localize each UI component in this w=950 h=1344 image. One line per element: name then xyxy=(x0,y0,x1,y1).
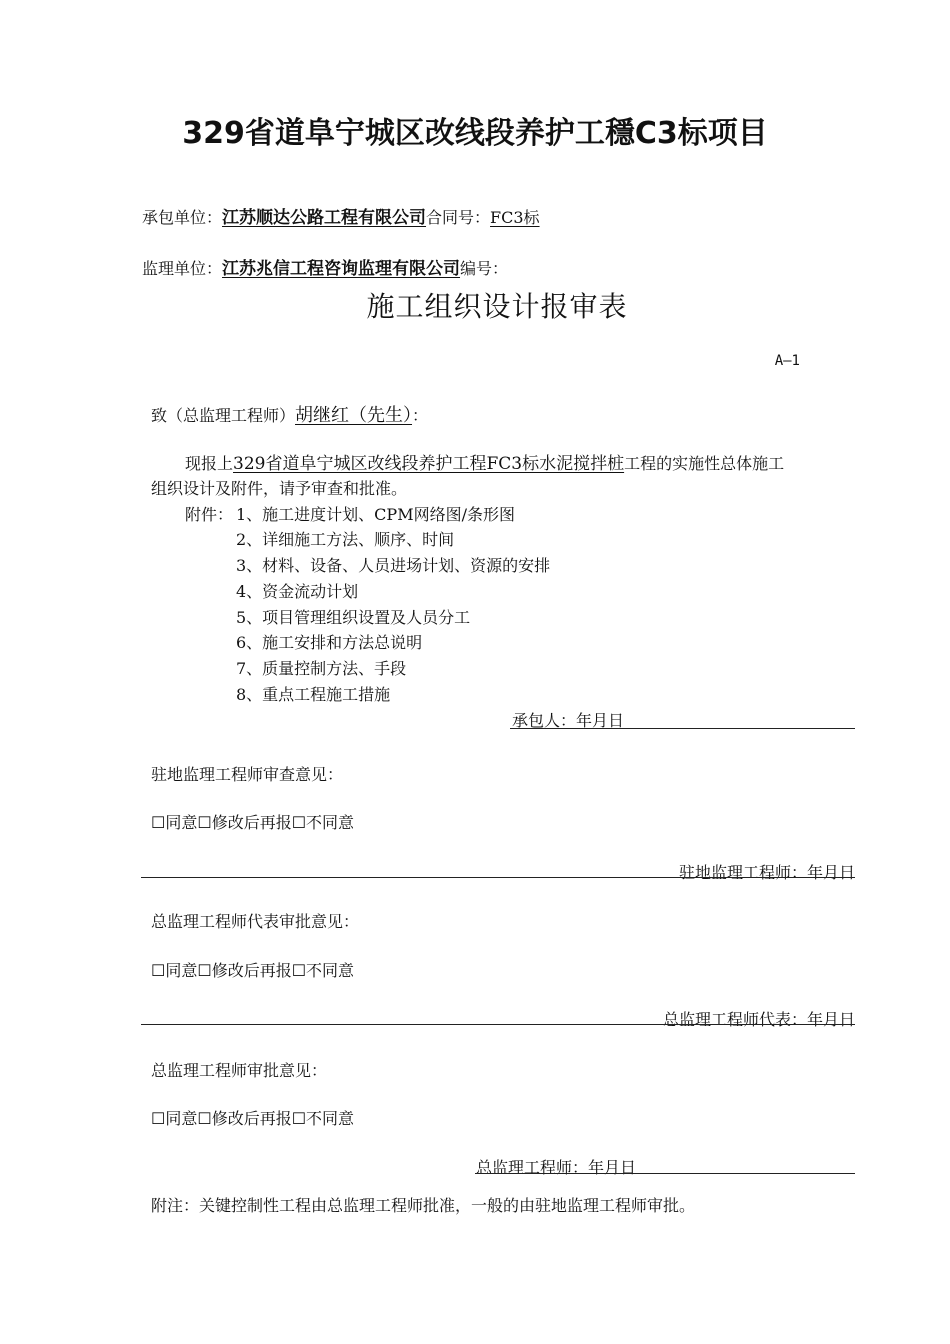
contractor-name: 江苏顺达公路工程有限公司 xyxy=(222,208,427,228)
attachment-item: 3、材料、设备、人员进场计划、资源的安排 xyxy=(236,556,551,575)
supervisor-name: 江苏兆信工程咨询监理有限公司 xyxy=(222,259,461,279)
attachment-item: 6、施工安排和方法总说明 xyxy=(236,633,423,652)
footnote: 附注：关键控制性工程由总监理工程师批准，一般的由驻地监理工程师审批。 xyxy=(151,1196,696,1215)
contractor-signature: 承包人：年月日 xyxy=(512,711,625,730)
serial-number-label: 编号： xyxy=(460,259,509,278)
supervisor-label: 监理单位： xyxy=(142,259,223,278)
deputy-review-heading: 总监理工程师代表审批意见： xyxy=(151,912,360,931)
attachments-label: 附件： xyxy=(185,505,234,524)
chief-review-options: ☐同意☐修改后再报☐不同意 xyxy=(151,1109,355,1128)
contractor-signature-rule xyxy=(510,728,855,729)
addressee-prefix: 致（总监理工程师） xyxy=(151,406,296,425)
chief-signature-rule xyxy=(475,1173,855,1174)
attachment-item: 2、详细施工方法、顺序、时间 xyxy=(236,530,455,549)
body-line-2: 组织设计及附件，请予审查和批准。 xyxy=(151,479,408,498)
deputy-review-options: ☐同意☐修改后再报☐不同意 xyxy=(151,961,355,980)
deputy-signature: 总监理工程师代表：年月日 xyxy=(662,1010,855,1029)
project-title: 329省道阜宁城区改线段养护工穩C3标项目 xyxy=(182,116,768,151)
contractor-line xyxy=(142,203,540,228)
form-code: A—1 xyxy=(774,353,800,369)
contractor-label: 承包单位： xyxy=(142,208,223,227)
attachment-item: 4、资金流动计划 xyxy=(236,582,359,601)
contract-number: FC3标 xyxy=(490,208,540,227)
section-divider xyxy=(141,877,855,878)
addressee-name: 胡继红（先生） xyxy=(295,405,413,426)
body-prefix: 现报上 xyxy=(185,454,234,473)
addressee-suffix: ： xyxy=(412,406,429,425)
chief-review-heading: 总监理工程师审批意见： xyxy=(151,1061,328,1080)
resident-engineer-signature: 驻地监理工程师：年月日 xyxy=(678,863,855,882)
attachment-item: 8、重点工程施工措施 xyxy=(236,685,391,704)
contract-number-label: 合同号： xyxy=(426,208,491,227)
chief-engineer-signature: 总监理工程师：年月日 xyxy=(476,1158,637,1177)
attachment-item: 5、项目管理组织设置及人员分工 xyxy=(236,608,471,627)
attachment-item: 1、施工进度计划、CPM网络图/条形图 xyxy=(236,505,515,524)
section-divider xyxy=(141,1024,855,1025)
body-project: 329省道阜宁城区改线段养护工程FC3标水泥搅拌桩 xyxy=(233,454,625,474)
supervisor-line xyxy=(142,254,508,279)
resident-review-heading: 驻地监理工程师审查意见： xyxy=(151,765,344,784)
attachment-item: 7、质量控制方法、手段 xyxy=(236,659,407,678)
body-line-1 xyxy=(185,449,784,474)
addressee-line xyxy=(151,401,428,427)
resident-review-options: ☐同意☐修改后再报☐不同意 xyxy=(151,813,355,832)
form-title: 施工组织设计报审表 xyxy=(366,290,628,323)
body-suffix: 工程的实施性总体施工 xyxy=(624,454,785,473)
